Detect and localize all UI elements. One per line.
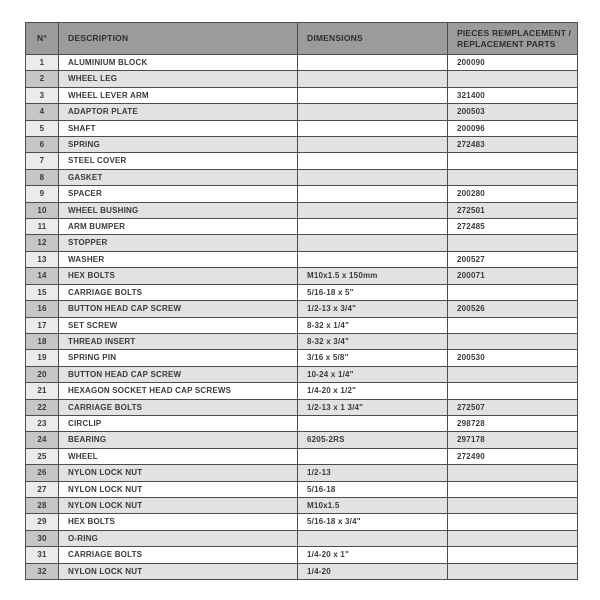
- table-row: [26, 235, 578, 251]
- row-number-cell: 4: [26, 104, 59, 120]
- dimensions-cell: [298, 202, 448, 218]
- row-number-cell: 5: [26, 120, 59, 136]
- dimensions-cell: [298, 251, 448, 267]
- table-row: [26, 186, 578, 202]
- table-row: [26, 399, 578, 415]
- row-number-cell: 31: [26, 547, 59, 563]
- dimensions-cell: 1/2-13 x 3/4": [298, 301, 448, 317]
- description-cell: BUTTON HEAD CAP SCREW: [59, 301, 298, 317]
- dimensions-cell: [298, 137, 448, 153]
- row-number-cell: 18: [26, 333, 59, 349]
- dimensions-cell: [298, 448, 448, 464]
- part-number-cell: [448, 317, 578, 333]
- dimensions-cell: 1/2-13: [298, 465, 448, 481]
- part-number-cell: 272490: [448, 448, 578, 464]
- header-dimensions: DIMENSIONS: [298, 23, 448, 55]
- header-row: [26, 23, 578, 55]
- dimensions-cell: M10x1.5 x 150mm: [298, 268, 448, 284]
- part-number-cell: 200526: [448, 301, 578, 317]
- description-cell: HEX BOLTS: [59, 514, 298, 530]
- dimensions-cell: 3/16 x 5/8": [298, 350, 448, 366]
- part-number-cell: [448, 481, 578, 497]
- row-number-cell: 13: [26, 251, 59, 267]
- dimensions-cell: [298, 87, 448, 103]
- part-number-cell: 200503: [448, 104, 578, 120]
- row-number-cell: 1: [26, 55, 59, 71]
- description-cell: STOPPER: [59, 235, 298, 251]
- part-number-cell: [448, 333, 578, 349]
- dimensions-cell: 1/2-13 x 1 3/4": [298, 399, 448, 415]
- description-cell: WHEEL: [59, 448, 298, 464]
- row-number-cell: 16: [26, 301, 59, 317]
- table-row: [26, 432, 578, 448]
- dimensions-cell: [298, 55, 448, 71]
- row-number-cell: 11: [26, 219, 59, 235]
- dimensions-cell: [298, 219, 448, 235]
- part-number-cell: [448, 366, 578, 382]
- description-cell: NYLON LOCK NUT: [59, 481, 298, 497]
- row-number-cell: 12: [26, 235, 59, 251]
- dimensions-cell: 8-32 x 1/4": [298, 317, 448, 333]
- table-row: [26, 55, 578, 71]
- table-row: [26, 465, 578, 481]
- table-row: [26, 284, 578, 300]
- table-row: [26, 104, 578, 120]
- row-number-cell: 27: [26, 481, 59, 497]
- row-number-cell: 10: [26, 202, 59, 218]
- table-row: [26, 219, 578, 235]
- description-cell: WHEEL BUSHING: [59, 202, 298, 218]
- table-body: [26, 55, 578, 580]
- part-number-cell: 200096: [448, 120, 578, 136]
- part-number-cell: 321400: [448, 87, 578, 103]
- table-row: [26, 169, 578, 185]
- table-row: [26, 481, 578, 497]
- table-row: [26, 87, 578, 103]
- description-cell: CARRIAGE BOLTS: [59, 399, 298, 415]
- table-row: [26, 71, 578, 87]
- table-row: [26, 317, 578, 333]
- table-row: [26, 366, 578, 382]
- description-cell: WHEEL LEVER ARM: [59, 87, 298, 103]
- dimensions-cell: 8-32 x 3/4": [298, 333, 448, 349]
- part-number-cell: [448, 563, 578, 579]
- part-number-cell: [448, 153, 578, 169]
- row-number-cell: 3: [26, 87, 59, 103]
- part-number-cell: 272483: [448, 137, 578, 153]
- part-number-cell: [448, 71, 578, 87]
- row-number-cell: 20: [26, 366, 59, 382]
- description-cell: HEXAGON SOCKET HEAD CAP SCREWS: [59, 383, 298, 399]
- part-number-cell: [448, 383, 578, 399]
- description-cell: THREAD INSERT: [59, 333, 298, 349]
- dimensions-cell: [298, 71, 448, 87]
- description-cell: ARM BUMPER: [59, 219, 298, 235]
- table-row: [26, 530, 578, 546]
- dimensions-cell: [298, 530, 448, 546]
- row-number-cell: 19: [26, 350, 59, 366]
- part-number-cell: 200527: [448, 251, 578, 267]
- description-cell: ADAPTOR PLATE: [59, 104, 298, 120]
- row-number-cell: 6: [26, 137, 59, 153]
- table-row: [26, 563, 578, 579]
- description-cell: SHAFT: [59, 120, 298, 136]
- table-row: [26, 137, 578, 153]
- description-cell: SET SCREW: [59, 317, 298, 333]
- description-cell: NYLON LOCK NUT: [59, 465, 298, 481]
- row-number-cell: 28: [26, 497, 59, 513]
- part-number-cell: 298728: [448, 415, 578, 431]
- table-row: [26, 497, 578, 513]
- part-number-cell: [448, 465, 578, 481]
- parts-table: [25, 22, 578, 580]
- row-number-cell: 23: [26, 415, 59, 431]
- dimensions-cell: [298, 120, 448, 136]
- table-row: [26, 547, 578, 563]
- row-number-cell: 2: [26, 71, 59, 87]
- dimensions-cell: 1/4-20: [298, 563, 448, 579]
- description-cell: NYLON LOCK NUT: [59, 497, 298, 513]
- dimensions-cell: [298, 186, 448, 202]
- dimensions-cell: 1/4-20 x 1/2": [298, 383, 448, 399]
- row-number-cell: 32: [26, 563, 59, 579]
- table-row: [26, 383, 578, 399]
- part-number-cell: [448, 530, 578, 546]
- row-number-cell: 29: [26, 514, 59, 530]
- description-cell: STEEL COVER: [59, 153, 298, 169]
- description-cell: CIRCLIP: [59, 415, 298, 431]
- table-row: [26, 415, 578, 431]
- description-cell: WHEEL LEG: [59, 71, 298, 87]
- row-number-cell: 17: [26, 317, 59, 333]
- description-cell: BEARING: [59, 432, 298, 448]
- table-row: [26, 333, 578, 349]
- dimensions-cell: 10-24 x 1/4": [298, 366, 448, 382]
- description-cell: CARRIAGE BOLTS: [59, 547, 298, 563]
- header-replacement-parts: PIECES REMPLACEMENT / REPLACEMENT PARTS: [448, 23, 578, 55]
- table-row: [26, 301, 578, 317]
- row-number-cell: 21: [26, 383, 59, 399]
- description-cell: O-RING: [59, 530, 298, 546]
- row-number-cell: 26: [26, 465, 59, 481]
- part-number-cell: [448, 547, 578, 563]
- dimensions-cell: M10x1.5: [298, 497, 448, 513]
- table-row: [26, 350, 578, 366]
- part-number-cell: [448, 169, 578, 185]
- row-number-cell: 14: [26, 268, 59, 284]
- part-number-cell: [448, 497, 578, 513]
- header-number: N°: [26, 23, 59, 55]
- row-number-cell: 30: [26, 530, 59, 546]
- dimensions-cell: 5/16-18 x 3/4": [298, 514, 448, 530]
- dimensions-cell: [298, 415, 448, 431]
- part-number-cell: [448, 235, 578, 251]
- dimensions-cell: [298, 153, 448, 169]
- description-cell: WASHER: [59, 251, 298, 267]
- part-number-cell: 200071: [448, 268, 578, 284]
- dimensions-cell: 1/4-20 x 1": [298, 547, 448, 563]
- part-number-cell: 272485: [448, 219, 578, 235]
- table-row: [26, 251, 578, 267]
- row-number-cell: 7: [26, 153, 59, 169]
- part-number-cell: [448, 284, 578, 300]
- row-number-cell: 15: [26, 284, 59, 300]
- table-row: [26, 268, 578, 284]
- row-number-cell: 8: [26, 169, 59, 185]
- row-number-cell: 22: [26, 399, 59, 415]
- table-header: [26, 23, 578, 55]
- part-number-cell: [448, 514, 578, 530]
- dimensions-cell: 5/16-18 x 5": [298, 284, 448, 300]
- dimensions-cell: [298, 235, 448, 251]
- description-cell: SPACER: [59, 186, 298, 202]
- description-cell: NYLON LOCK NUT: [59, 563, 298, 579]
- description-cell: SPRING PIN: [59, 350, 298, 366]
- table-row: [26, 448, 578, 464]
- part-number-cell: 200090: [448, 55, 578, 71]
- dimensions-cell: 6205-2RS: [298, 432, 448, 448]
- row-number-cell: 9: [26, 186, 59, 202]
- part-number-cell: 200530: [448, 350, 578, 366]
- table-row: [26, 153, 578, 169]
- row-number-cell: 24: [26, 432, 59, 448]
- dimensions-cell: 5/16-18: [298, 481, 448, 497]
- dimensions-cell: [298, 104, 448, 120]
- description-cell: CARRIAGE BOLTS: [59, 284, 298, 300]
- row-number-cell: 25: [26, 448, 59, 464]
- table-row: [26, 120, 578, 136]
- description-cell: SPRING: [59, 137, 298, 153]
- table-row: [26, 202, 578, 218]
- description-cell: GASKET: [59, 169, 298, 185]
- part-number-cell: 272507: [448, 399, 578, 415]
- table-row: [26, 514, 578, 530]
- part-number-cell: 297178: [448, 432, 578, 448]
- dimensions-cell: [298, 169, 448, 185]
- description-cell: BUTTON HEAD CAP SCREW: [59, 366, 298, 382]
- part-number-cell: 200280: [448, 186, 578, 202]
- description-cell: ALUMINIUM BLOCK: [59, 55, 298, 71]
- part-number-cell: 272501: [448, 202, 578, 218]
- header-description: DESCRIPTION: [59, 23, 298, 55]
- description-cell: HEX BOLTS: [59, 268, 298, 284]
